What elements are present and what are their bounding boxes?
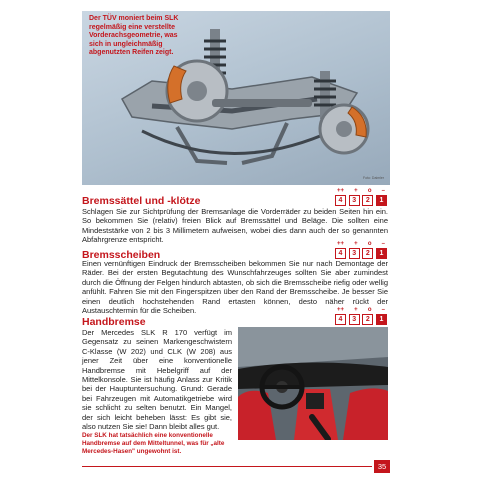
rating-box: 2	[362, 248, 373, 259]
top-figure-caption: Der TÜV moniert beim SLK regelmäßig eine verstellte Vorderachsgeometrie, was sich in ungleichmäßig abgenutzten Reifen zeigt.	[89, 15, 179, 57]
heading-bremssaettel: Bremssättel und -klötze	[82, 195, 201, 207]
footer-rule	[82, 466, 372, 467]
interior-photo	[238, 327, 388, 440]
rating-box-selected: 1	[376, 248, 387, 259]
rating-symbol: –	[381, 241, 385, 247]
rating-symbol: +	[354, 188, 358, 194]
rating-symbol: o	[367, 188, 372, 194]
text-handbremse: Der Mercedes SLK R 170 verfügt im Gegensatz zu seinen Markengeschwistern C-Klasse (W 202) und CLK (W 208) aus jener Zeit über eine konventionelle Handbremse mit Hebelgriff auf der Mittelkonsole. Sie ist häufig Anlass zur Kritik bei der Hauptuntersuchung. Grund: Gerade bei Fahrzeugen mit Automatikgetriebe wird sie schlicht zu selten benutzt. Ein Mangel, der sich leicht beheben lässt: Es gibt sie, also nutzen Sie sie! Dann bleibt alles gut.	[82, 328, 232, 432]
rating-box: 3	[349, 314, 360, 325]
photo-credit: Foto: Daimler	[362, 176, 384, 180]
rating-symbol: o	[367, 307, 372, 313]
rating-box: 2	[362, 314, 373, 325]
rating-box: 4	[335, 195, 346, 206]
heading-handbremse: Handbremse	[82, 316, 146, 328]
rating-bremssaettel	[335, 188, 387, 206]
rating-symbol: ++	[337, 307, 345, 313]
rating-box-selected: 1	[376, 195, 387, 206]
rating-symbol: –	[381, 307, 385, 313]
bottom-figure-caption: Der SLK hat tatsächlich eine konventionelle Handbremse auf dem Mitteltunnel, was für „alte Mercedes-Hasen" ungewohnt ist.	[82, 432, 225, 455]
rating-box: 4	[335, 248, 346, 259]
rating-symbol: ++	[337, 241, 345, 247]
rating-box: 3	[349, 248, 360, 259]
rating-symbol: ++	[337, 188, 345, 194]
text-bremssaettel: Schlagen Sie zur Sichtprüfung der Bremsanlage die Vorderräder zu beiden Seiten hin ein. So bekommen Sie (relativ) freien Blick auf Bremssättel und Beläge. Die sollten eine Mindeststärke von 2 bis 3 Millimetern aufweisen, wobei dies dann auch der so genannten Abfahrgrenze entspricht.	[82, 207, 388, 245]
rating-handbremse	[335, 307, 387, 325]
rating-symbol: o	[367, 241, 372, 247]
rating-box: 2	[362, 195, 373, 206]
rating-symbol: –	[381, 188, 385, 194]
rating-bremsscheiben	[335, 241, 387, 259]
heading-bremsscheiben: Bremsscheiben	[82, 249, 161, 261]
text-bremsscheiben: Einen vernünftigen Eindruck der Bremsscheiben bekommen Sie nur nach Demontage der Räder. Bei der ersten Begutachtung des Wunschfahrzeuges sollten Sie aber zumindest durch die Öffnung der Felgen hindurch abtasten, ob sich die Bremsscheibe riefig oder wellig anfühlt. Fahren Sie mit den Fingerspitzen über den Rand der Bremsscheibe. Je besser Sie einen deutlich hochstehenden Rand ertasten können, desto näher rückt der Austauschtermin für die Scheiben.	[82, 259, 388, 316]
page-number: 35	[374, 460, 390, 473]
rating-symbol: +	[354, 241, 358, 247]
front-axle-photo	[82, 11, 390, 185]
car-interior-illustration	[238, 327, 388, 440]
rating-symbol: +	[354, 307, 358, 313]
rating-box: 3	[349, 195, 360, 206]
rating-box: 4	[335, 314, 346, 325]
rating-box-selected: 1	[376, 314, 387, 325]
